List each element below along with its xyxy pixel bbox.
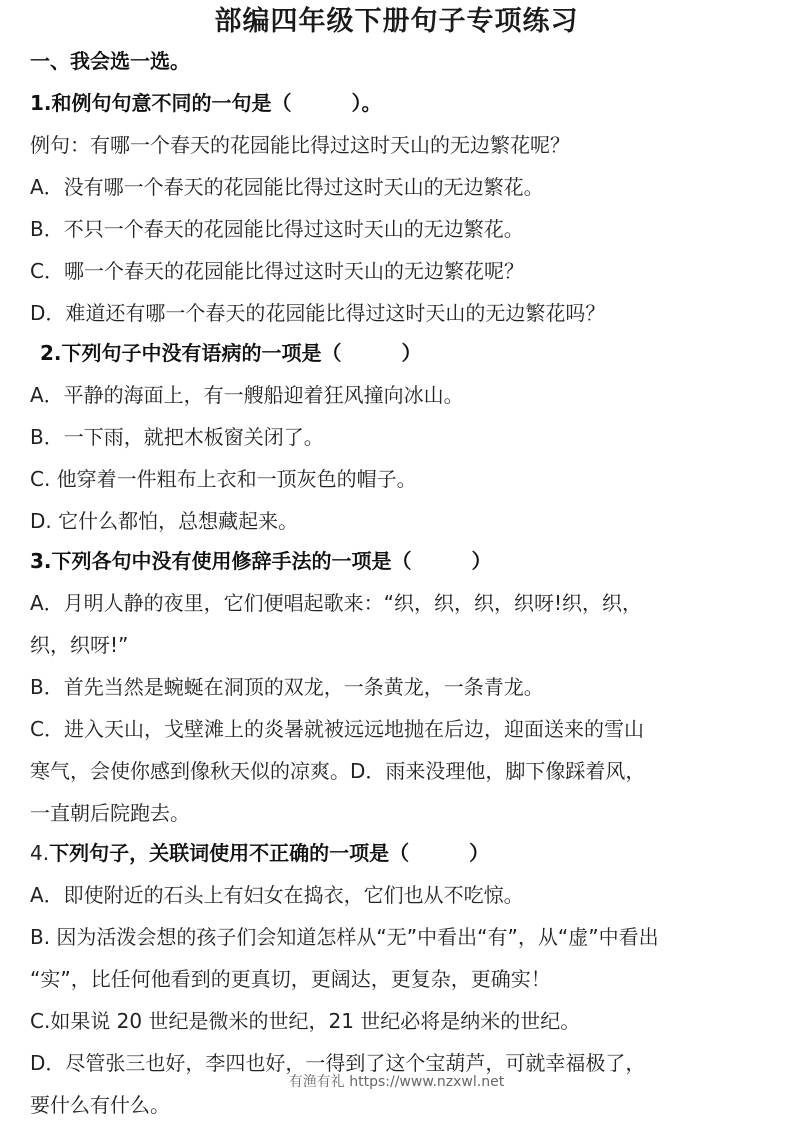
question-3-line: B．首先当然是蜿蜒在洞顶的双龙，一条黄龙，一条青龙。 [30,675,544,699]
question-3-line: C．进入天山，戈壁滩上的炎暑就被远远地抛在后边，迎面送来的雪山 [30,717,644,741]
question-4-line: A．即使附近的石头上有妇女在捣衣，它们也从不吃惊。 [30,883,524,907]
question-1-option-b: B．不只一个春天的花园能比得过这时天山的无边繁花。 [30,217,524,241]
question-4-number: 4. [30,841,50,865]
question-3-stem: 3.下列各句中没有使用修辞手法的一项是（ ） [30,549,492,573]
question-3-line: 织，织呀!” [30,633,129,657]
question-2-option-a: A．平静的海面上，有一艘船迎着狂风撞向冰山。 [30,383,464,407]
question-1-option-d: D．难道还有哪一个春天的花园能比得过这时天山的无边繁花吗？ [30,301,606,325]
question-4-stem-text: 下列句子，关联词使用不正确的一项是（ ） [49,841,490,865]
question-4-line: 要什么有什么。 [30,1093,170,1117]
question-1-option-c: C．哪一个春天的花园能比得过这时天山的无边繁花呢？ [30,259,524,283]
question-1-example: 例句：有哪一个春天的花园能比得过这时天山的无边繁花呢？ [30,133,570,157]
section-heading: 一、我会选一选。 [30,49,190,73]
question-4-line: “实”，比任何他看到的更真切，更阔达，更复杂，更确实！ [30,967,551,991]
question-1-stem: 1.和例句句意不同的一句是（ ）。 [30,91,382,115]
question-3-line: 寒气，会使你感到像秋天似的凉爽。D．雨来没理他，脚下像踩着风， [30,759,646,783]
question-2-option-d: D. 它什么都怕，总想藏起来。 [30,509,299,533]
question-4-line: B. 因为活泼会想的孩子们会知道怎样从“无”中看出“有”，从“虚”中看出 [30,925,659,949]
question-2-option-b: B．一下雨，就把木板窗关闭了。 [30,425,324,449]
question-1-option-a: A．没有哪一个春天的花园能比得过这时天山的无边繁花。 [30,175,544,199]
question-2-option-c: C. 他穿着一件粗布上衣和一顶灰色的帽子。 [30,467,417,491]
question-4-stem [30,838,489,868]
question-4-line: C.如果说 20 世纪是微米的世纪，21 世纪必将是纳米的世纪。 [30,1009,581,1033]
question-2-stem: 2.下列句子中没有语病的一项是（ ） [40,341,422,365]
watermark: 有渔有礼 https://www.nzxwl.net [288,1074,505,1090]
page-title: 部编四年级下册句子专项练习 [214,6,579,37]
question-4-line: D．尽管张三也好，李四也好，一得到了这个宝葫芦，可就幸福极了， [30,1051,646,1075]
question-3-line: 一直朝后院跑去。 [30,801,190,825]
question-3-line: A．月明人静的夜里，它们便唱起歌来：“织，织，织，织呀!织，织， [30,591,643,615]
